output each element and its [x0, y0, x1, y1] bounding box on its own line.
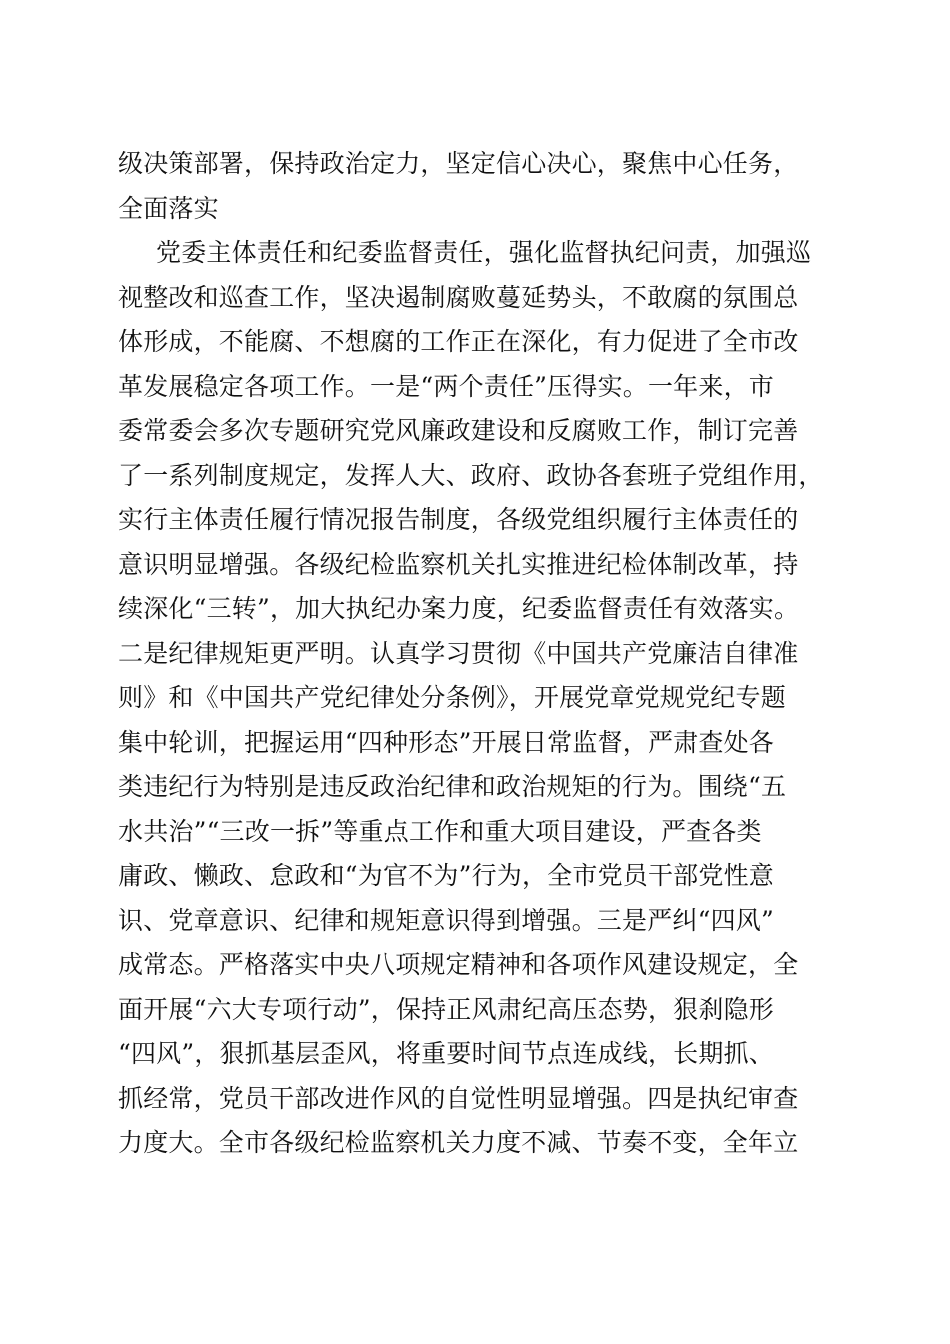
text-line: 续深化“三转”，加大执纪办案力度，纪委监督责任有效落实。 — [118, 594, 800, 623]
text-line: 集中轮训，把握运用“四种形态”开展日常监督，严肃查处各 — [118, 727, 774, 757]
text-line: 实行主体责任履行情况报告制度，各级党组织履行主体责任的 — [118, 505, 799, 534]
text-line: 视整改和巡查工作，坚决遏制腐败蔓延势头，不敢腐的氛围总 — [118, 282, 799, 312]
text-line: 则》和《中国共产党纪律处分条例》，开展党章党规党纪专题 — [118, 683, 786, 712]
text-line: 水共治”“三改一拆”等重点工作和重大项目建设，严查各类 — [118, 816, 762, 846]
text-line: 力度大。全市各级纪检监察机关力度不减、节奏不变，全年立 — [118, 1128, 799, 1157]
document-body — [118, 142, 848, 1166]
text-line: 识、党章意识、纪律和规矩意识得到增强。三是严纠“四风” — [118, 905, 774, 935]
text-line: 了一系列制度规定，发挥人大、政府、政协各套班子党组作用， — [118, 460, 824, 490]
text-line: 抓经常，党员干部改进作风的自觉性明显增强。四是执纪审查 — [118, 1083, 799, 1113]
text-line: 面开展“六大专项行动”，保持正风肃纪高压态势，狠刹隐形 — [118, 994, 774, 1024]
text-line: 委常委会多次专题研究党风廉政建设和反腐败工作，制订完善 — [118, 416, 799, 445]
text-line: 体形成，不能腐、不想腐的工作正在深化，有力促进了全市改 — [118, 327, 799, 356]
paragraph-first-line: 党委主体责任和纪委监督责任，强化监督执纪问责，加强巡 — [156, 238, 812, 267]
text-line: 革发展稳定各项工作。一是“两个责任”压得实。一年来，市 — [118, 371, 774, 401]
text-line: 二是纪律规矩更严明。认真学习贯彻《中国共产党廉洁自律准 — [118, 638, 799, 668]
text-line: 庸政、懒政、怠政和“为官不为”行为，全市党员干部党性意 — [118, 861, 774, 890]
text-line: “四风”，狠抓基层歪风，将重要时间节点连成线，长期抓、 — [118, 1039, 774, 1068]
text-line: 成常态。严格落实中央八项规定精神和各项作风建设规定，全 — [118, 950, 799, 979]
text-line: 意识明显增强。各级纪检监察机关扎实推进纪检体制改革，持 — [118, 549, 799, 579]
text-line: 级决策部署，保持政治定力，坚定信心决心，聚焦中心任务， — [118, 149, 799, 178]
text-line: 全面落实 — [118, 193, 219, 223]
text-line: 类违纪行为特别是违反政治纪律和政治规矩的行为。围绕“五 — [118, 772, 787, 801]
